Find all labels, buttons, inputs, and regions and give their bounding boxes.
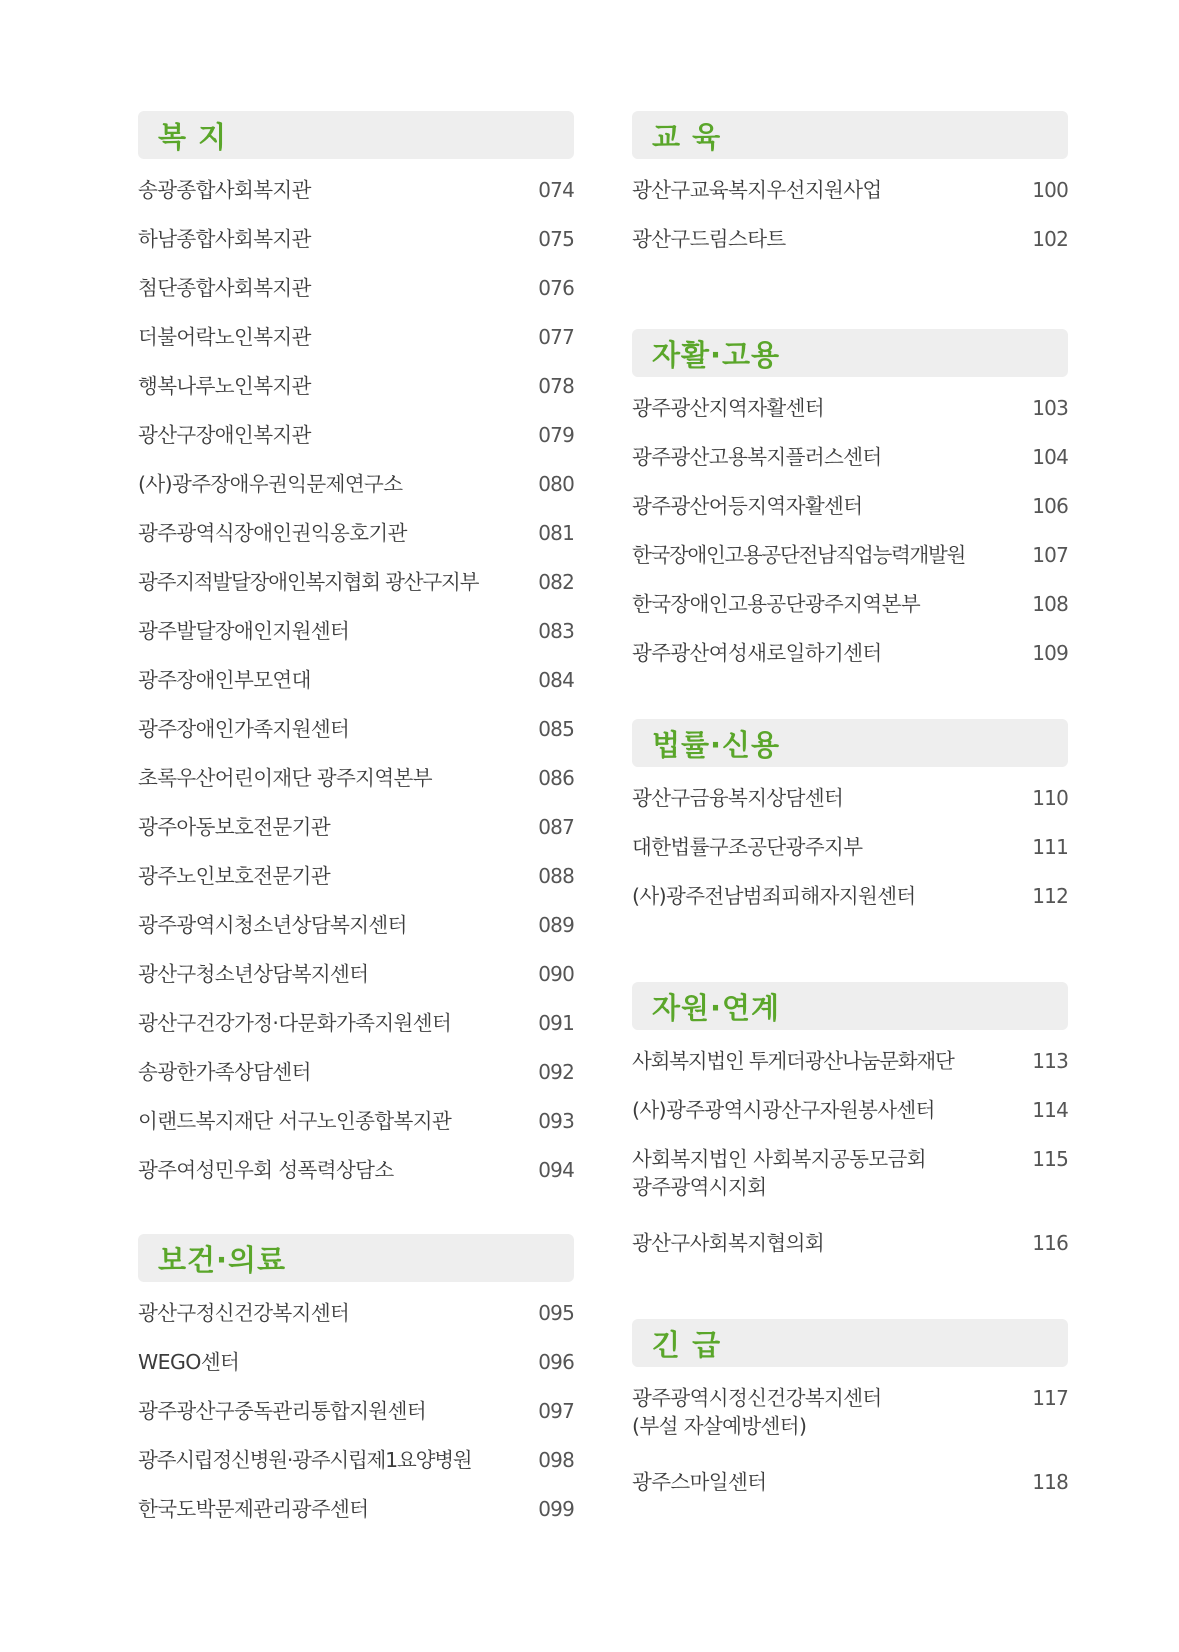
toc-row[interactable] <box>138 998 574 1047</box>
entry-name: 광산구청소년상담복지센터 <box>138 962 369 986</box>
entry-page: 085 <box>538 717 574 741</box>
toc-row[interactable] <box>632 383 1068 432</box>
entry-name-line-1: 사회복지법인 사회복지공동모금회 <box>632 1147 926 1171</box>
toc-row[interactable] <box>138 410 574 459</box>
section-header <box>632 982 1068 1030</box>
right-column <box>632 111 1068 1546</box>
toc-row[interactable] <box>138 1337 574 1386</box>
entry-page: 107 <box>1032 543 1068 567</box>
entry-name: 광주광산어등지역자활센터 <box>632 494 863 518</box>
entry-name: 초록우산어린이재단 광주지역본부 <box>138 766 432 790</box>
entry-page: 114 <box>1032 1098 1068 1122</box>
entry-name: 한국장애인고용공단광주지역본부 <box>632 592 921 616</box>
section-education <box>632 111 1068 263</box>
section-resources-linkage <box>632 982 1068 1267</box>
toc-row[interactable] <box>138 361 574 410</box>
toc-row[interactable] <box>632 1036 1068 1085</box>
entry-page: 087 <box>538 815 574 839</box>
toc-row[interactable] <box>138 312 574 361</box>
toc-row[interactable] <box>138 1386 574 1435</box>
entry-page: 115 <box>1032 1147 1068 1171</box>
entry-name: 광주광산고용복지플러스센터 <box>632 445 882 469</box>
entry-name: 하남종합사회복지관 <box>138 227 311 251</box>
entry-name: 광산구드림스타트 <box>632 227 786 251</box>
toc-row[interactable] <box>632 214 1068 263</box>
toc-row[interactable] <box>138 508 574 557</box>
entry-page: 093 <box>538 1109 574 1133</box>
entry-name: 사회복지법인 투게더광산나눔문화재단 <box>632 1049 954 1073</box>
entry-page: 094 <box>538 1158 574 1182</box>
left-column <box>138 111 574 1573</box>
entry-name-line-2: (부설 자살예방센터) <box>632 1414 807 1438</box>
entry-name: 광주장애인부모연대 <box>138 668 311 692</box>
entry-page: 100 <box>1032 178 1068 202</box>
toc-row[interactable] <box>138 802 574 851</box>
entry-name: 광주아동보호전문기관 <box>138 815 331 839</box>
entry-name: 광산구교육복지우선지원사업 <box>632 178 882 202</box>
entry-page: 104 <box>1032 445 1068 469</box>
entry-page: 080 <box>538 472 574 496</box>
toc-row[interactable] <box>632 1134 1068 1218</box>
entry-page: 096 <box>538 1350 574 1374</box>
entry-name: 광주스마일센터 <box>632 1470 767 1494</box>
entry-name: 광주발달장애인지원센터 <box>138 619 350 643</box>
section-emergency <box>632 1319 1068 1506</box>
entry-name: 광주지적발달장애인복지협회 광산구지부 <box>138 570 479 594</box>
entry-page: 097 <box>538 1399 574 1423</box>
section-legal-credit <box>632 719 1068 920</box>
toc-row[interactable] <box>138 900 574 949</box>
toc-row[interactable] <box>138 263 574 312</box>
entry-page: 074 <box>538 178 574 202</box>
toc-row[interactable] <box>632 773 1068 822</box>
toc-row[interactable] <box>138 753 574 802</box>
toc-row[interactable] <box>632 530 1068 579</box>
toc-row[interactable] <box>632 1085 1068 1134</box>
entry-page: 081 <box>538 521 574 545</box>
toc-row[interactable] <box>138 1096 574 1145</box>
entry-name: 행복나루노인복지관 <box>138 374 311 398</box>
section-title: 긴 급 <box>652 1327 722 1362</box>
entry-name: 한국도박문제관리광주센터 <box>138 1497 369 1521</box>
section-title: 자원·연계 <box>652 990 781 1025</box>
entry-name: 송광종합사회복지관 <box>138 178 311 202</box>
entry-page: 091 <box>538 1011 574 1035</box>
toc-row[interactable] <box>632 579 1068 628</box>
toc-row[interactable] <box>138 1484 574 1533</box>
toc-row[interactable] <box>138 1145 574 1194</box>
entry-page: 112 <box>1032 884 1068 908</box>
section-header <box>632 719 1068 767</box>
toc-row[interactable] <box>138 557 574 606</box>
toc-row[interactable] <box>632 628 1068 677</box>
entry-page: 086 <box>538 766 574 790</box>
entry-page: 089 <box>538 913 574 937</box>
toc-row[interactable] <box>138 949 574 998</box>
section-header <box>138 1234 574 1282</box>
entry-name: 광주광역식장애인권익옹호기관 <box>138 521 407 545</box>
entry-name: 더불어락노인복지관 <box>138 325 311 349</box>
section-health <box>138 1234 574 1533</box>
entry-name: 광주광역시청소년상담복지센터 <box>138 913 407 937</box>
entry-name: 광산구정신건강복지센터 <box>138 1301 350 1325</box>
entry-page: 098 <box>538 1448 574 1472</box>
entry-page: 082 <box>538 570 574 594</box>
toc-row[interactable] <box>632 822 1068 871</box>
entry-page: 111 <box>1032 835 1068 859</box>
section-header <box>138 111 574 159</box>
entry-name: 첨단종합사회복지관 <box>138 276 311 300</box>
entry-page: 092 <box>538 1060 574 1084</box>
entry-name: (사)광주장애우권익문제연구소 <box>138 472 403 496</box>
section-title: 자활·고용 <box>652 337 781 372</box>
toc-row[interactable] <box>138 1288 574 1337</box>
section-title: 보건·의료 <box>158 1242 287 1277</box>
entry-page: 108 <box>1032 592 1068 616</box>
entry-page: 078 <box>538 374 574 398</box>
section-title: 교 육 <box>652 119 722 154</box>
entry-name: (사)광주전남범죄피해자지원센터 <box>632 884 916 908</box>
entry-name: 광주광산구중독관리통합지원센터 <box>138 1399 427 1423</box>
entry-page: 076 <box>538 276 574 300</box>
toc-row[interactable] <box>138 459 574 508</box>
entry-name: 광주시립정신병원·광주시립제1요양병원 <box>138 1448 472 1472</box>
entry-page: 088 <box>538 864 574 888</box>
section-title: 복 지 <box>158 119 228 154</box>
entry-name: 광주광산여성새로일하기센터 <box>632 641 882 665</box>
entry-page: 099 <box>538 1497 574 1521</box>
toc-row[interactable] <box>632 1457 1068 1506</box>
entry-page: 113 <box>1032 1049 1068 1073</box>
entry-name-line-2: 광주광역시지회 <box>632 1175 767 1199</box>
entry-page: 109 <box>1032 641 1068 665</box>
toc-row[interactable] <box>632 871 1068 920</box>
toc-row[interactable] <box>138 214 574 263</box>
toc-row[interactable] <box>138 851 574 900</box>
toc-row[interactable] <box>138 165 574 214</box>
entry-page: 095 <box>538 1301 574 1325</box>
entry-page: 118 <box>1032 1470 1068 1494</box>
entry-name: 광산구장애인복지관 <box>138 423 311 447</box>
entry-page: 083 <box>538 619 574 643</box>
toc-row[interactable] <box>632 1218 1068 1267</box>
toc-row[interactable] <box>138 704 574 753</box>
entry-page: 077 <box>538 325 574 349</box>
entry-name: 광주장애인가족지원센터 <box>138 717 350 741</box>
entry-name: 광주광산지역자활센터 <box>632 396 825 420</box>
toc-row[interactable] <box>138 655 574 704</box>
entry-name: 송광한가족상담센터 <box>138 1060 311 1084</box>
section-header <box>632 111 1068 159</box>
toc-row[interactable] <box>632 165 1068 214</box>
entry-name: 광산구건강가정·다문화가족지원센터 <box>138 1011 452 1035</box>
entry-page: 106 <box>1032 494 1068 518</box>
toc-row[interactable] <box>138 1047 574 1096</box>
entry-page: 110 <box>1032 786 1068 810</box>
entry-name: 광산구사회복지협의회 <box>632 1231 825 1255</box>
entry-name: 대한법률구조공단광주지부 <box>632 835 863 859</box>
section-header <box>632 329 1068 377</box>
entry-name-line-1: 광주광역시정신건강복지센터 <box>632 1386 882 1410</box>
entry-page: 102 <box>1032 227 1068 251</box>
section-welfare <box>138 111 574 1194</box>
entry-name <box>632 1384 1032 1440</box>
section-header <box>632 1319 1068 1367</box>
entry-name: 광주노인보호전문기관 <box>138 864 331 888</box>
entry-page: 084 <box>538 668 574 692</box>
entry-name: 한국장애인고용공단전남직업능력개발원 <box>632 543 966 567</box>
entry-name: WEGO센터 <box>138 1350 240 1374</box>
entry-page: 079 <box>538 423 574 447</box>
entry-page: 090 <box>538 962 574 986</box>
entry-page: 075 <box>538 227 574 251</box>
entry-page: 117 <box>1032 1386 1068 1410</box>
entry-name: 이랜드복지재단 서구노인종합복지관 <box>138 1109 452 1133</box>
entry-page: 103 <box>1032 396 1068 420</box>
entry-name <box>632 1145 1032 1201</box>
toc-row[interactable] <box>138 1435 574 1484</box>
toc-row[interactable] <box>632 432 1068 481</box>
section-title: 법률·신용 <box>652 727 781 762</box>
entry-name: 광산구금융복지상담센터 <box>632 786 844 810</box>
toc-row[interactable] <box>632 1373 1068 1457</box>
section-self-support-employment <box>632 329 1068 677</box>
entry-name: (사)광주광역시광산구자원봉사센터 <box>632 1098 935 1122</box>
toc-row[interactable] <box>138 606 574 655</box>
entry-page: 116 <box>1032 1231 1068 1255</box>
entry-name: 광주여성민우회 성폭력상담소 <box>138 1158 394 1182</box>
toc-row[interactable] <box>632 481 1068 530</box>
